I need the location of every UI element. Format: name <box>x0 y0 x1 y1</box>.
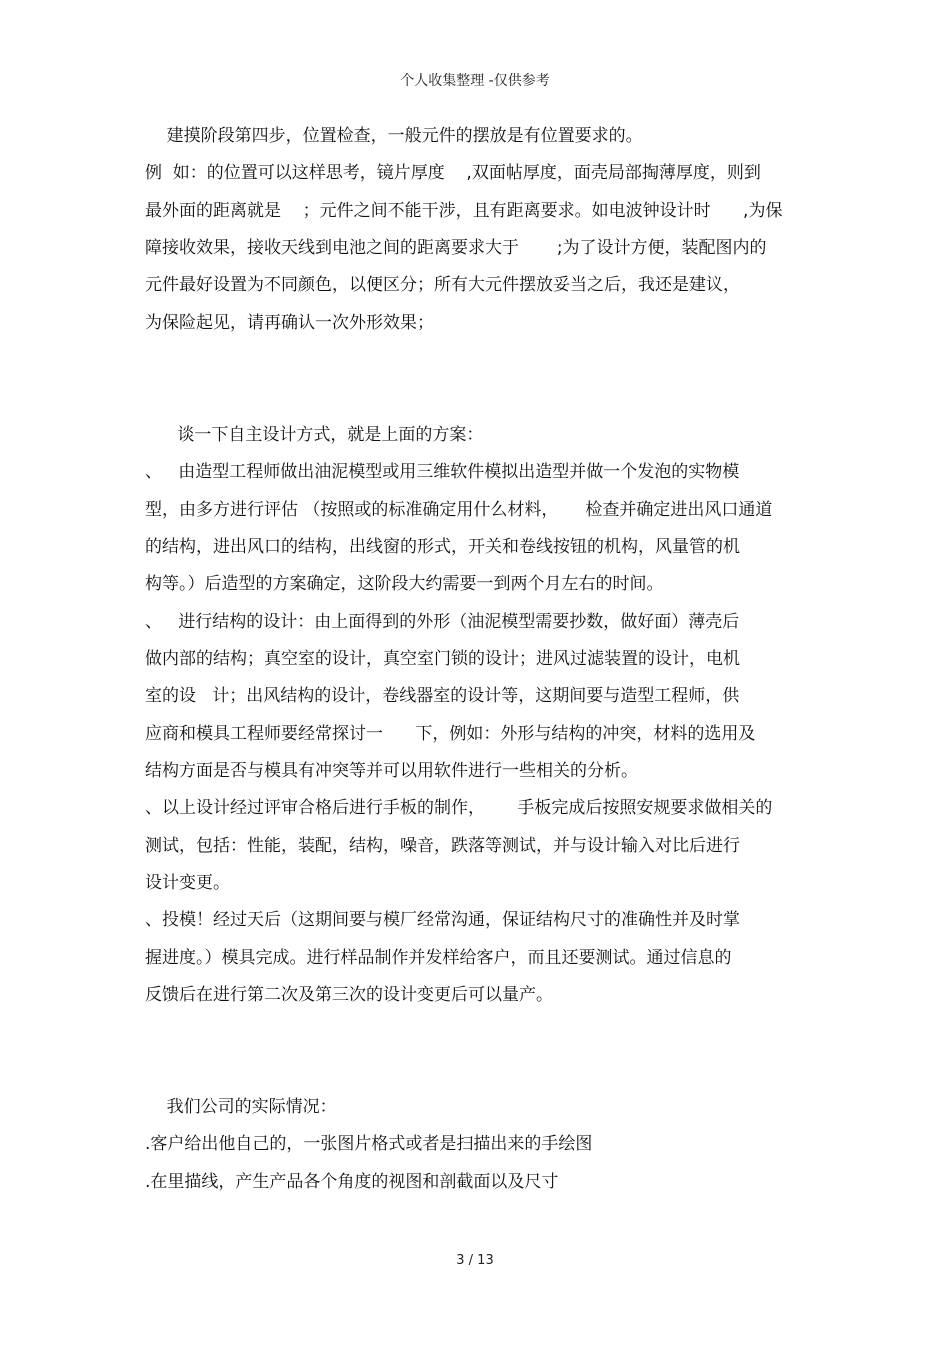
text-line: 的结构，进出风口的结构，出线窗的形式，开关和卷线按钮的机构，风量管的机 <box>145 537 740 557</box>
text-line: 例 如：的位置可以这样思考，镜片厚度 ,双面帖厚度，面壳局部掏薄厚度，则到 <box>145 163 761 183</box>
text-line: 、 进行结构的设计：由上面得到的外形（油泥模型需要抄数，做好面）薄壳后 <box>145 612 740 632</box>
text-line: 为保险起见，请再确认一次外形效果； <box>145 313 434 333</box>
text-line: 型，由多方进行评估 （按照或的标准确定用什么材料， 检查并确定进出风口通道 <box>145 500 773 520</box>
text-line: 障接收效果，接收天线到电池之间的距离要求大于 ;为了设计方便，装配图内的 <box>145 238 767 258</box>
text-line: 建摸阶段第四步，位置检查，一般元件的摆放是有位置要求的。 <box>145 126 643 146</box>
text-line: 设计变更。 <box>145 873 230 893</box>
text-line: 我们公司的实际情况： <box>145 1097 337 1117</box>
text-line: 做内部的结构；真空室的设计，真空室门锁的设计；进风过滤装置的设计，电机 <box>145 649 740 669</box>
page-header: 个人收集整理 -仅供参考 <box>400 73 550 89</box>
text-line: 反馈后在进行第二次及第三次的设计变更后可以量产。 <box>145 985 553 1005</box>
text-line: 室的设 计；出风结构的设计，卷线器室的设计等，这期间要与造型工程师，供 <box>145 686 740 706</box>
text-line: 、投模！经过天后（这期间要与模厂经常沟通，保证结构尺寸的准确性并及时掌 <box>145 910 740 930</box>
text-line: 构等。）后造型的方案确定，这阶段大约需要一到两个月左右的时间。 <box>145 574 664 594</box>
text-line: 元件最好设置为不同颜色，以便区分；所有大元件摆放妥当之后，我还是建议， <box>145 275 740 295</box>
page-number: 3 / 13 <box>456 1253 494 1268</box>
text-line: 、 由造型工程师做出油泥模型或用三维软件模拟出造型并做一个发泡的实物模 <box>145 462 740 482</box>
text-line: 握进度。）模具完成。进行样品制作并发样给客户，而且还要测试。通过信息的 <box>145 948 732 968</box>
text-line: .在里描线，产生产品各个角度的视图和剖截面以及尺寸 <box>145 1172 559 1192</box>
text-line: .客户给出他自己的，一张图片格式或者是扫描出来的手绘图 <box>145 1134 593 1154</box>
text-line: 应商和模具工程师要经常探讨一 下，例如：外形与结构的冲突，材料的选用及 <box>145 724 756 744</box>
text-line: 结构方面是否与模具有冲突等并可以用软件进行一些相关的分析。 <box>145 761 638 781</box>
text-line: 测试，包括：性能，装配，结构，噪音，跌落等测试，并与设计输入对比后进行 <box>145 836 740 856</box>
text-line: 谈一下自主设计方式，就是上面的方案： <box>145 425 484 445</box>
text-line: 、以上设计经过评审合格后进行手板的制作， 手板完成后按照安规要求做相关的 <box>145 798 773 818</box>
text-line: 最外面的距离就是 ；元件之间不能干涉，且有距离要求。如电波钟设计时 ,为保 <box>145 201 783 221</box>
